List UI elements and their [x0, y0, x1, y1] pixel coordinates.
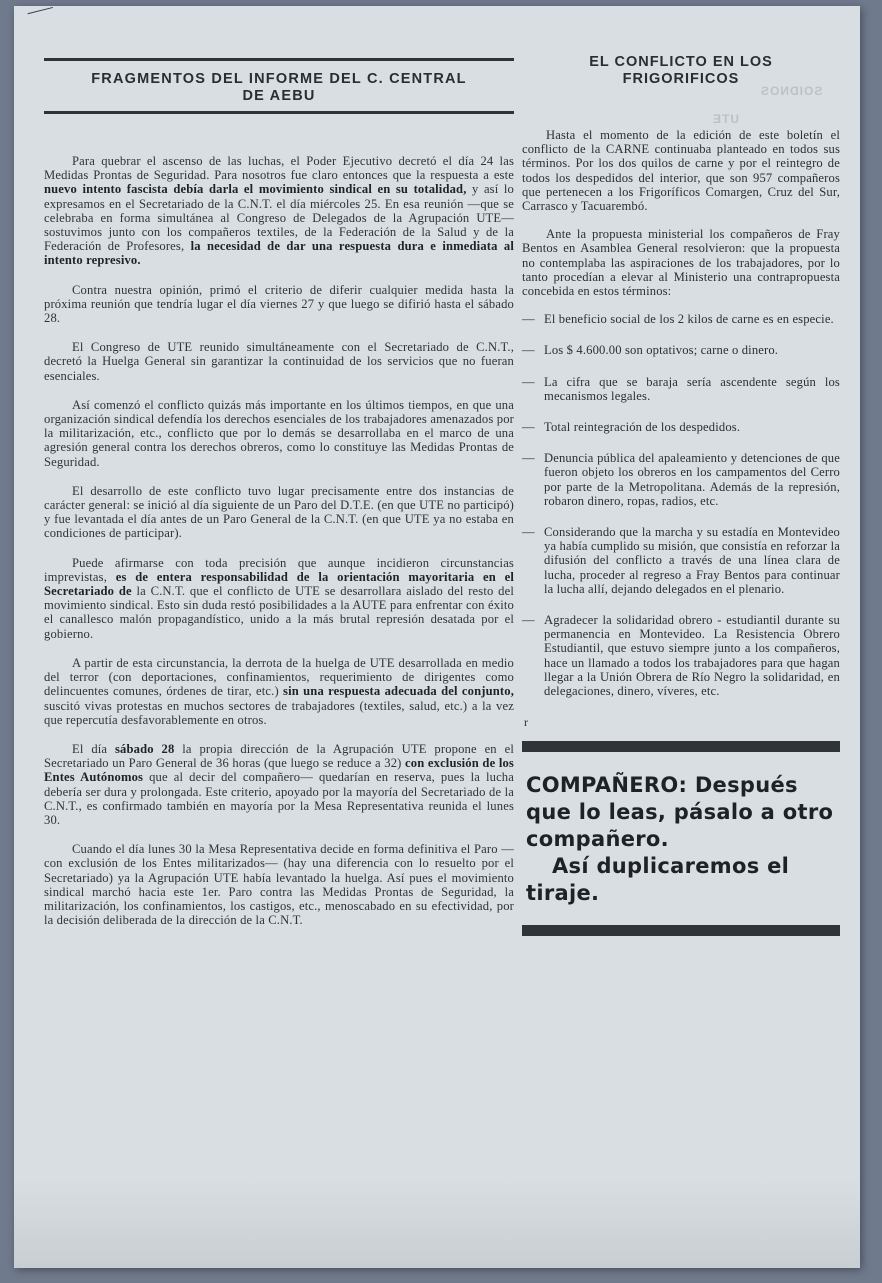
intro-paragraph: Ante la propuesta ministerial los compañeros de Fray Bentos en Asamblea General resolvieron: que la propuesta no contemplaba las aspiraciones de los trabajadores, por lo tanto procedían a elevar al Ministerio una contrapropuesta concebida en estos términos: [522, 227, 840, 299]
list-item-text: El beneficio social de los 2 kilos de carne es en especie. [544, 312, 834, 327]
pen-mark [28, 7, 55, 20]
promo-line-1: COMPAÑERO: Después [526, 773, 798, 798]
text-run: la propia dirección de la Agrupación UTE propone en el Secretariado un Paro General de 36 horas (que luego se reduce a 32) [44, 741, 514, 771]
text-run: A partir de esta circunstancia, la derrota de la huelga de UTE desarrollada en medio del terror (con deportaciones, confinamientos, requerimiento de dirigentes como delincuentes comunes, órdenes de tirar, etc.) [44, 655, 514, 699]
bold-text-run: es de entera responsabilidad de la orientación mayoritaria en el Secretariado de [44, 569, 514, 599]
list-item-text: Los $ 4.600.00 son optativos; carne o dinero. [544, 343, 779, 358]
list-item-text: Considerando que la marcha y su estadía en Montevideo ya había cumplido su misión, que consistía en reforzar la difusión del conflicto a través de una línea clara de lucha, proceder al regreso a Fray Bentos para continuar la lucha allí, dejando delegados en el plenario. [544, 525, 840, 596]
dash-bullet: — [522, 374, 535, 389]
demands-list [522, 312, 840, 698]
text-run: la C.N.T. que el conflicto de UTE se desarrollara aislado del resto del movimiento sindical. Esto sin duda restó posibilidades a la AUTE para enfrentar con éxito el canallesco malón propagandístico, unido a la más brutal represión desatada por el gobierno. [44, 584, 514, 641]
show-through-text: SOIDNOS [760, 84, 823, 98]
body-paragraph [44, 556, 514, 641]
left-article-body [44, 154, 514, 927]
list-item [522, 451, 840, 508]
right-article-body [522, 128, 840, 729]
text-run: Contra nuestra opinión, primó el criterio de diferir cualquier medida hasta la próxima reunión que tendría lugar el día viernes 27 y que luego se difirió hasta el sábado 28. [44, 282, 514, 326]
list-item [522, 525, 840, 596]
bold-text-run: nuevo intento fascista debía darla el movimiento sindical en su totalidad, [44, 182, 467, 197]
body-paragraph [44, 484, 514, 541]
dash-bullet: — [522, 525, 535, 540]
right-title-line2: FRIGORIFICOS [622, 71, 740, 87]
text-run: y así lo expresamos en el Secretariado de la C.N.T. el día miércoles 25. En esa reunión —que se celebraba en forma simultánea al Congreso de Delegados de la Agrupación UTE— sostuvimos junto con los compañeros textiles, de la Federación de la Salud y de la Federación de Profesores, [44, 182, 514, 254]
text-run: Cuando el día lunes 30 la Mesa Representativa decide en forma definitiva el Paro —con exclusión de los Entes militarizados— (hay una diferencia con lo resuelto por el Secretariado) ya la Agrupación UTE había levantado la huelga. Así pues el movimiento sindical marchó hacia este 1er. Paro contra las Medidas Prontas de Seguridad, la militarización, los confinamientos, los castigos, etc., menoscabado en su efectividad, por la decisión deliberada de la dirección de la C.N.T. [44, 842, 514, 928]
dash-bullet: — [522, 420, 535, 435]
text-run: que al decir del compañero— quedarían en reserva, pues la lucha debería ser dura y prolongada. Este criterio, apoyado por la mayoría del Secretariado de la C.N.T., es confirmado también en mayoría por la Mesa Representativa reunida el lunes 30. [44, 770, 514, 827]
right-column [522, 54, 840, 936]
list-item-text: La cifra que se baraja sería ascendente según los mecanismos legales. [544, 374, 840, 403]
body-paragraph [44, 154, 514, 268]
text-run: El Congreso de UTE reunido simultáneamente con el Secretariado de C.N.T., decretó la Huelga General sin garantizar la continuidad de los servicios que no fueran esenciales. [44, 340, 514, 383]
promo-box [526, 772, 840, 907]
promo-top-rule [522, 741, 840, 752]
text-run: Para quebrar el ascenso de las luchas, el Poder Ejecutivo decretó el día 24 las Medidas Prontas de Seguridad. Para nosotros fue claro entonces que la respuesta a este [44, 154, 514, 183]
show-through-text-2: UTE [712, 112, 739, 126]
bold-text-run: con exclusión de los Entes Autónomos [44, 756, 514, 785]
body-paragraph [44, 742, 514, 827]
list-item-text: Agradecer la solidaridad obrero - estudiantil durante su permanencia en Montevideo. La Resistencia Obrero Estudiantil, que estuvo siempre junto a los compañeros, hace un llamado a todos los trabajadores para que hagan llegar a la Unión Obrera de Río Negro la solidaridad, en delegaciones, dinero, víveres, etc. [544, 613, 840, 699]
body-paragraph [44, 398, 514, 469]
list-item [522, 420, 840, 434]
intro-paragraph: Hasta el momento de la edición de este boletín el conflicto de la CARNE continuaba planteado en todos sus términos. Por los dos quilos de carne y por el reintegro de todos los despedidos del interior, que son 957 compañeros que pertenecen a los Frigoríficos Comargen, Cruz del Sur, Carrasco y Tacuarembó. [522, 128, 840, 214]
title-bottom-rule [44, 111, 514, 114]
left-column [44, 58, 514, 942]
list-item [522, 343, 840, 357]
left-title-line2: DE AEBU [242, 88, 316, 104]
bold-text-run: la necesidad de dar una respuesta dura e inmediata al intento represivo. [44, 239, 514, 268]
promo-line-3: compañero. [526, 827, 669, 852]
text-run: suscitó vivas protestas en muchos sectores de trabajadores (textiles, salud, etc.) a la vez que repercutía desfavorablemente en otros. [44, 698, 514, 727]
right-intro [522, 128, 840, 298]
tick-mark: r [524, 715, 528, 730]
list-item [522, 613, 840, 698]
bold-text-run: sin una respuesta adecuada del conjunto, [283, 684, 514, 699]
promo-line-4: Así duplicaremos el [552, 854, 790, 879]
right-article-title [522, 54, 840, 88]
dash-bullet: — [522, 613, 535, 628]
body-paragraph [44, 340, 514, 383]
text-run: El día [72, 741, 115, 756]
newsletter-page [14, 6, 860, 1268]
left-article-title [44, 71, 514, 105]
right-title-line1: EL CONFLICTO EN LOS [589, 54, 773, 70]
dash-bullet: — [522, 312, 535, 327]
body-paragraph [44, 842, 514, 927]
left-title-line1: FRAGMENTOS DEL INFORME DEL C. CENTRAL [91, 71, 467, 87]
dash-bullet: — [522, 343, 535, 358]
text-run: Así comenzó el conflicto quizás más importante en los últimos tiempos, en que una organización sindical defendía los derechos esenciales de los trabajadores amenazados por la militarización, etc., conflicto que por lo demás se desarrollaba en el marco de una agresión general contra los derechos obreros, como lo constituye las Medidas Prontas de Seguridad. [44, 397, 514, 469]
list-item-text: Total reintegración de los despedidos. [544, 420, 741, 435]
list-item [522, 375, 840, 403]
list-item-text: Denuncia pública del apaleamiento y detenciones de que fueron objeto los obreros en los campamentos del Cerro por parte de la Metropolitana. Además de la represión, robaron dinero, ropas, radios, etc. [544, 451, 840, 508]
dash-bullet: — [522, 451, 535, 466]
promo-bottom-rule [522, 925, 840, 936]
text-run: El desarrollo de este conflicto tuvo lugar precisamente entre dos instancias de carácter general: se inició al día siguiente de un Paro del D.T.E. (en que UTE no participó) y fue levantada el día antes de un Paro General de la C.N.T. (en que UTE ya no estaba en condiciones de participar). [44, 483, 514, 541]
body-paragraph [44, 656, 514, 727]
bold-text-run: sábado 28 [114, 741, 175, 756]
title-top-rule [44, 58, 514, 61]
promo-line-2: que lo leas, pásalo a otro [526, 800, 834, 825]
promo-line-5: tiraje. [526, 881, 600, 906]
body-paragraph [44, 283, 514, 326]
text-run: Puede afirmarse con toda precisión que aunque incidieron circunstancias imprevistas, [44, 555, 514, 584]
list-item [522, 312, 840, 326]
